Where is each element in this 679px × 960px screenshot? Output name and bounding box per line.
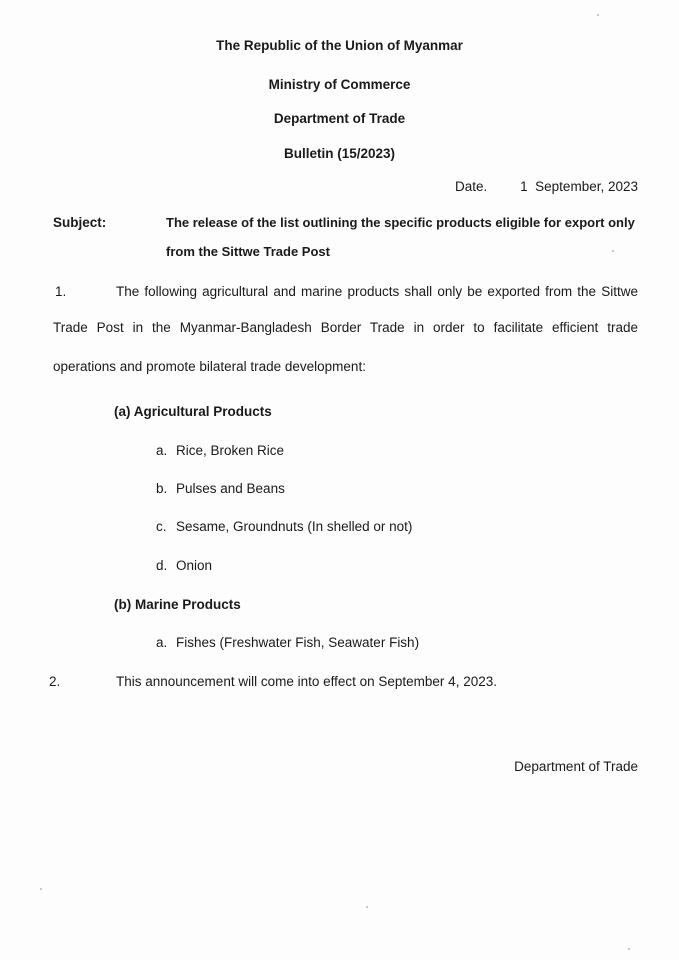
para1-line-3: operations and promote bilateral trade development: [53, 359, 366, 374]
agri-item-d-text: Onion [176, 558, 213, 573]
scan-speck [628, 948, 630, 950]
date-value: 1 September, 2023 [520, 179, 638, 194]
header-bulletin-number: Bulletin (15/2023) [283, 146, 396, 161]
signature-department: Department of Trade [514, 759, 638, 774]
subject-label: Subject: [53, 215, 107, 230]
header-republic: The Republic of the Union of Myanmar [216, 38, 463, 53]
agricultural-heading: (a) Agricultural Products [114, 404, 272, 419]
subject-line-1: The release of the list outlining the specific products eligible for export only [166, 215, 635, 230]
scan-speck [40, 888, 42, 890]
agri-item-b-marker: b. [156, 481, 168, 496]
marine-item-a-marker: a. [156, 635, 168, 650]
para2-text: This announcement will come into effect on September 4, 2023. [116, 674, 497, 689]
date-label: Date. [455, 179, 488, 194]
para1-line-1: The following agricultural and marine products shall only be exported from the Sittwe [116, 284, 638, 299]
marine-item-a-text: Fishes (Freshwater Fish, Seawater Fish) [176, 635, 420, 650]
agri-item-b-text: Pulses and Beans [176, 481, 285, 496]
header-ministry: Ministry of Commerce [268, 77, 411, 92]
agri-item-c-text: Sesame, Groundnuts (In shelled or not) [176, 519, 413, 534]
agri-item-a-text: Rice, Broken Rice [176, 443, 285, 458]
scan-speck [612, 250, 614, 252]
header-department: Department of Trade [273, 111, 406, 126]
subject-line-2: from the Sittwe Trade Post [166, 244, 330, 259]
para1-line-2: Trade Post in the Myanmar-Bangladesh Border Trade in order to facilitate efficient trade [53, 320, 638, 335]
agri-item-c-marker: c. [156, 519, 167, 534]
marine-heading: (b) Marine Products [114, 597, 241, 612]
scan-speck [366, 906, 368, 908]
para2-number: 2. [49, 674, 61, 689]
scan-speck [597, 14, 599, 16]
agri-item-d-marker: d. [156, 558, 168, 573]
para1-number: 1. [55, 284, 67, 299]
agri-item-a-marker: a. [156, 443, 168, 458]
